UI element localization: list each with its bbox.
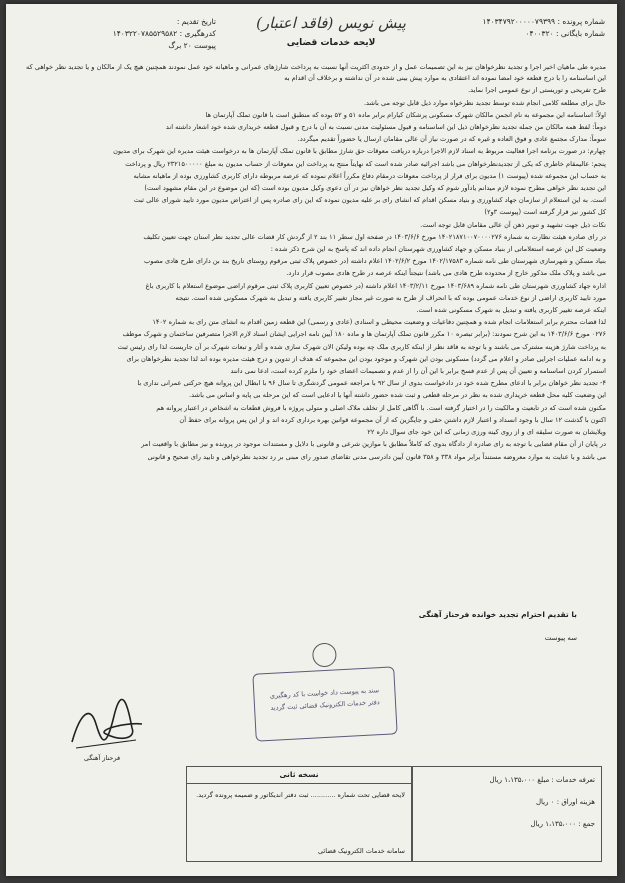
body-paragraph: حال برای مطلعه کلامی انجام شده توسط تجدید نظرخواه موارد ذیل قابل توجه می باشد. bbox=[363, 98, 606, 107]
closing-regards: با تقدیم احترام تجدید خوانده فرحناز آهنگی bbox=[418, 610, 577, 619]
total-value: ۱،۱۳۵،۰۰۰ ریال bbox=[530, 820, 577, 828]
document-heading bbox=[256, 14, 406, 48]
second-copy-box bbox=[186, 766, 412, 862]
system-name: سامانه خدمات الکترونیک قضائی bbox=[318, 847, 405, 855]
body-paragraph: کل کشور نیز قرار گرفته است (پیوست ۳و۲) bbox=[484, 208, 606, 217]
page-footer bbox=[16, 766, 606, 864]
body-paragraph: اداره جهاد کشاورزی شهرستان طی نامه شماره ۱۴۰۳/۶۸۹ مورخ ۱۴۰۳/۲/۱۱ اعلام داشته (در خصوص تعیین کاربری پلاک ثبتی مرقوم اراضی موضوع استعلام با کاربری باغ bbox=[145, 281, 606, 290]
body-paragraph: این وضعیت کلیه محل قطعه خریداری شده به نظر در مرحله قطعی و ثبت شده حضور داشته آنها یا ادعایی است که این مرحله بی پایه و اساس می باشد. bbox=[189, 391, 606, 400]
body-paragraph: در پایان از آن مقام قضایی با توجه به رای صادره از دادگاه بدوی که کاملاً مطابق با موازین شرعی و قانونی با دلایل و مستندات موجود در پرونده و نیز مطابق با واقعیت امر bbox=[141, 440, 606, 449]
body-paragraph: بنیاد مسکن و شهرسازی شهرستان طی نامه شماره ۱۴۰۲/۱۷۵۸۳ مورخ ۱۴۰۲/۶/۲ اعلام داشته (در خصوص پلاک ثبتی مرقوم روستای تاریخ بند بن دارای طرح هادی مصوب bbox=[143, 257, 606, 266]
body-paragraph: به حساب این مجموعه شده (پیوست ۱) مدیون برای فرار از پرداخت معوقات درمقام دفاع مکرراً اعلام نموده که عرصه مربوطه دارای کاربری کشاورزی بوده از ماهیانه مشابه bbox=[133, 171, 606, 180]
body-paragraph: و به ادامه عملیات اجرایی صادر و اعلام می گردد) مسکونی بودن این شهرک و موجود بودن این مجموعه که هدف از تدوین و درج هیئت مدیره بوده اند لذا تجدید نظرخواهان برای bbox=[126, 354, 606, 363]
body-paragraph: مکنون شده است که در تابعیت و مالکیت را در اختیار گرفته است. با آگاهی کامل از تخلف ملاک اصلی و متولی پروژه با فروش قطعات به اشخاص در اعتبار پروانه هم bbox=[156, 403, 606, 412]
body-paragraph: استمرار کردن اساسنامه و تعیین آن پس از عدم فسخ برابر با این آن را از عدم و تصمیمات اعضای خود را ملزم کرده است، ادعا نمی دانند bbox=[230, 367, 606, 376]
archive-number: شماره بایگانی : ۰۴۰۰۳۲۰ bbox=[525, 29, 605, 38]
signature bbox=[66, 694, 146, 754]
second-copy-title: نسخه ثانی bbox=[187, 767, 411, 784]
body-paragraph: این تجدید نظر خواهی مطرح نموده لازم میدانم یادآور شوم که وکیل تجدید نظر خواهان نیز در آن دعوی وکیل مدیون بوده است (که این موضوع در این مقام مشهود است) bbox=[144, 184, 606, 193]
body-paragraph: ویلایشان به صورت سلیقه ای و از روی کینه ورزی زمانی که این خود جای سوال داره ۲۲ bbox=[367, 428, 606, 437]
body-paragraph: ۴- تجدید نظر خواهان برابر با ادعای مطرح شده خود در دادخواست بدوی از سال ۹۲ با مراجعه عمومی گردشگری تا سال ۹۶ با ابطال این پروانه هیچ حرکتی عمرانی نداری با bbox=[137, 379, 606, 388]
submission-info bbox=[46, 16, 216, 52]
total-label: جمع : bbox=[578, 820, 595, 828]
stamp-line-2: دفتر خدمات الکترونیک قضائی ثبت گردید bbox=[270, 698, 380, 712]
document-body bbox=[26, 62, 606, 464]
body-paragraph: طرح تفریحی و توریستی از نوع عمومی اجرا نماید. bbox=[468, 86, 606, 95]
body-paragraph: وضعیت کل این عرصه استعلاماتی از بنیاد مسکن و جهاد کشاورزی شهرستان انجام داده اند که پاسخ به این شرح ذکر شده : bbox=[270, 245, 606, 254]
body-paragraph: اینکه عرصه تغییر کاربری یافته و تبدیل به شهرک مسکونی شده است. bbox=[416, 306, 606, 315]
total-row bbox=[419, 813, 595, 835]
service-fee-value: ۱،۱۳۵،۰۰۰ ریال bbox=[489, 776, 536, 784]
signatory-name: فرحناز آهنگی bbox=[84, 754, 121, 762]
body-paragraph: ۰۲۷۶ مورخ ۱۴۰۳/۶/۶ به این شرح نمودند: (برابر تبصره ۱۰ مکرر قانون تملک آپارتمان ها و ماده ۱۸۰ آیین نامه اجرایی ایشان اسناد لازم الاجرا متصرفین ساختمان و شهرک موظف bbox=[122, 330, 606, 339]
submission-date: تاریخ تقدیم : bbox=[176, 17, 216, 26]
attachments-count: پیوست ۲۰ برگ bbox=[168, 41, 216, 50]
body-paragraph: اکنون با گذشت ۱۲ سال با وجود انسداد و اعتبار لازم داشتن حقی و جایگزین که از آن مجموعه قوانین بهره برداری کرده اند و از این پس پروانه برای حفظ آن bbox=[179, 415, 606, 424]
paper-fee-label: هزینه اوراق : bbox=[556, 798, 595, 806]
body-paragraph: می باشد و پلاک ملک مذکور خارج از محدوده طرح هادی می باشد) نتیجتاً اینکه عرصه در طرح هادی مصوب قرار دارد. bbox=[286, 269, 606, 278]
file-info bbox=[445, 16, 605, 40]
registration-note: لایحه قضایی تحت شماره ............ ثبت دفتر اندیکاتور و ضمیمه پرونده گردید. bbox=[196, 791, 405, 799]
body-paragraph: مدیره طی ماهیان اخیر اجرا و تجدید نظرخواهان نیز به این تصمیمات عمل و از حدودی اکثریت آنها نسبت به پرداخت شارژهای عمرانی و ماهیانه خود عمل نمودند همچنین هیچ یک از مالکان و یا تجدید نظر خواهی که این اساسنامه را با درج قطعه خود امضا نموده اند اعتقادی به موارد پیش بینی شده در آن نداشته و برخلاف آن اقدام به bbox=[26, 63, 606, 83]
body-paragraph: می باشد و با عنایت به موارد معروضه مستنداً برابر مواد ۳۳۸ و ۳۵۸ قانون آیین دادرسی مدنی تقاضای صدور رای مبنی بر رد تجدید نظرخواهی و تایید رای صحیح و قانونی bbox=[147, 452, 606, 461]
tracking-code: کدرهگیری : ۱۴۰۳۲۲۰۷۸۵۵۲۹۵۸۲ bbox=[112, 29, 216, 38]
service-fee-label: تعرفه خدمات : مبلغ bbox=[537, 776, 595, 784]
fee-summary bbox=[412, 766, 602, 862]
attachments-note: سه پیوست bbox=[544, 634, 577, 642]
paper-fee-row bbox=[419, 791, 595, 813]
body-paragraph: لذا قضات محترم برابر استعلامات انجام شده و همچنین دفاعیات و وضعیت محیطی و اسنادی (عادی و رسمی) این قطعه زمین اقدام به انشای متن رای به شماره ۱۴۰۲ bbox=[152, 318, 606, 327]
body-paragraph: مورد تایید کاربری اراضی از نوع خدمات عمومی بوده که با انحراف از طرح به صورت غیر مجاز تغییر کاربری یافته و تبدیل به شهرک مسکونی شده است. نتیجه bbox=[175, 293, 606, 302]
body-paragraph: پنجم: عالیمقام خاطری که یکی از تجدیدنظرخواهان می باشد اجرائیه صادر شده است که نهایتاً منتج به پرداخت این معوقات از حساب مدیون به مبلغ ۲۳۲۱۵۰۰۰۰۰ ریال و پرداخت bbox=[125, 159, 606, 168]
service-fee-row bbox=[419, 769, 595, 791]
body-paragraph: نکات ذیل جهت تشهید و تنویر ذهن آن عالی مقامان قابل توجه است. bbox=[420, 220, 606, 229]
file-number: شماره پرونده : ۱۴۰۳۴۷۹۲۰۰۰۰۰۷۹۳۹۹ bbox=[482, 17, 605, 26]
body-paragraph: چهارم: در صورت برنامه اجرا فعالیت مربوط به اسناد لازم الاجرا درباره دریافت معوقات حق شارژ مطابق با قانون تملک آپارتمان ها به درخواست هیئت مدیره این شهرک برای مدیون bbox=[113, 147, 606, 156]
body-paragraph: دوماً: لفظ همه مالکان من جمله تجدید نظرخواهان ذیل این اساسنامه و قبول مسئولیت مدنی نسبت به آن با درج و قبول قطعه خریداری شده خود اشعار داشته اند bbox=[165, 123, 606, 132]
registration-stamp bbox=[252, 666, 397, 741]
handwritten-draft-title: پیش نویس (فاقد اعتبار) bbox=[256, 14, 406, 32]
paper-fee-value: ۰ ریال bbox=[535, 798, 555, 806]
emblem-icon bbox=[312, 642, 337, 667]
body-paragraph: است. به این استعلام از سازمان جهاد کشاورزی و بنیاد مسکن اقدام که انشای رای بر علیه مدیون نموده که این رای صادره پس از اعتراض مدیون مورد تایید شورای عالی ثبت bbox=[133, 196, 606, 205]
body-paragraph: به پرداخت شارژ هزینه مشترک می باشند و با توجه به فاقد نظر از اینکه کاربری ملک چه بوده ولیکن الان شهرک سازی شده و آثار و تبعات شهرک بر آن جاریست لذا رای رئیس ثبت bbox=[117, 342, 606, 351]
body-paragraph: سوماً: مدارک مجتمع عادی و فوق العاده و غیره که در صورت نیاز آن عالی مقامان ارسال یا حضوراً تقدیم میگردد. bbox=[297, 135, 606, 144]
form-title: لایحه خدمات قضایی bbox=[286, 38, 376, 48]
body-paragraph: در رای صادره هیئت نظارت به شماره ۱۴۰۲۱۸۷۱۰۰۷۰۰۰۰۲۷۶ مورخ ۱۴۰۳/۶/۶ در صفحه اول سطر ۱۱ بند ۲ از گردش کار قضات عالی تجدید نظر استان جهت تعیین تکلیف bbox=[143, 232, 606, 241]
stamp-line-1: سند به پیوست داد خواست با کد رهگیری bbox=[269, 686, 380, 700]
body-paragraph: اولاً: اساسنامه این مجموعه به نام انجمن مالکان شهرک مسکونی پرشکان کیارام برابر ماده ۵۱ و ۵۲ بوده که منطبق است با قانون تملک آپارتمان ها bbox=[205, 110, 606, 119]
document-page bbox=[6, 4, 617, 876]
